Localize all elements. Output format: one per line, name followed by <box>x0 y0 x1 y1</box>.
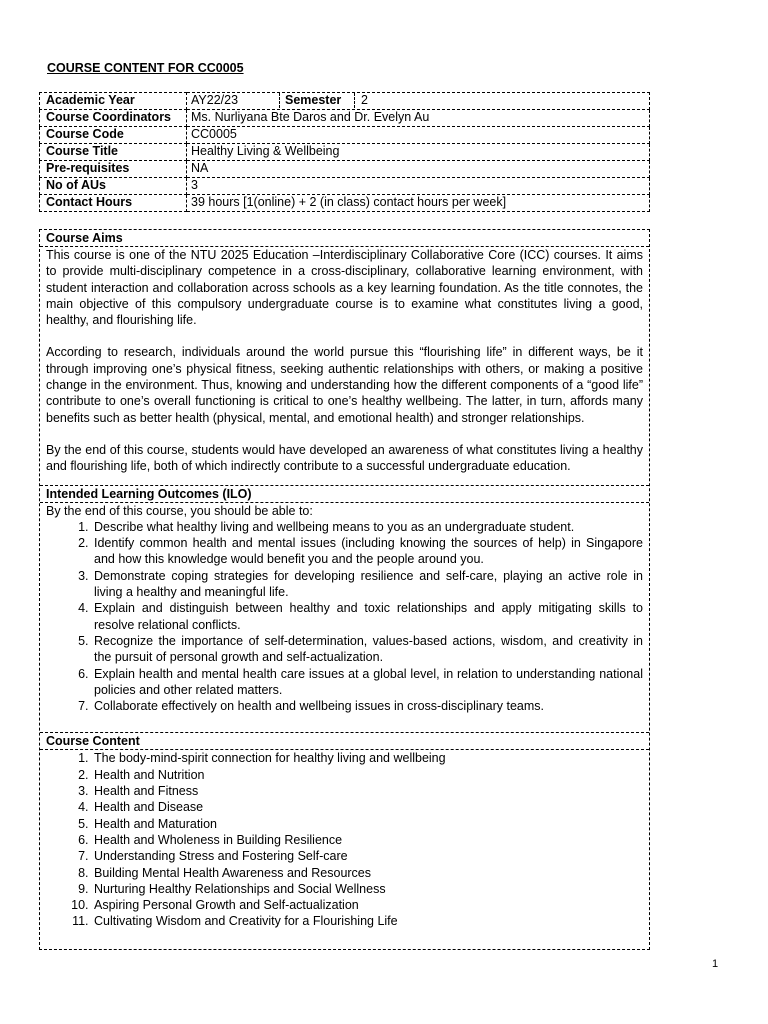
course-content-list <box>40 750 649 929</box>
semester-value: 2 <box>361 93 368 107</box>
course-aims-heading: Course Aims <box>40 230 649 247</box>
table-row <box>40 93 650 110</box>
academic-year-label: Academic Year <box>40 93 187 110</box>
ilo-intro: By the end of this course, you should be able to: <box>46 503 313 518</box>
list-item: 11. Cultivating Wisdom and Creativity for a Flourishing Life <box>92 913 643 929</box>
coordinators-label: Course Coordinators <box>40 110 187 127</box>
course-aims-body <box>40 247 649 485</box>
list-item: 5. Recognize the importance of self-determination, values-based actions, wisdom, and creativity in the pursuit of personal growth and self-actualization. <box>92 633 643 666</box>
academic-year-cell <box>187 93 650 110</box>
course-code-value: CC0005 <box>187 127 650 144</box>
page-number: 1 <box>712 958 719 970</box>
list-item: 4. Health and Disease <box>92 799 643 815</box>
list-item: 3. Demonstrate coping strategies for developing resilience and self-care, playing an active role in living a healthy and meaningful life. <box>92 568 643 601</box>
course-title-label: Course Title <box>40 144 187 161</box>
list-item: 3. Health and Fitness <box>92 783 643 799</box>
page-title: COURSE CONTENT FOR CC0005 <box>47 61 244 75</box>
table-row <box>40 127 650 144</box>
aims-paragraph: This course is one of the NTU 2025 Education –Interdisciplinary Collaborative Core (ICC) courses. It aims to provide multi-disciplinary competence in a cross-disciplinary, collaborative learning environment, with student interaction and collaboration across schools as a key learning foundation. As the title connotes, the main objective of this compulsory undergraduate course is to examine what constitutes living a good, healthy, and flourishing life. <box>46 248 643 328</box>
ilo-heading: Intended Learning Outcomes (ILO) <box>40 485 649 503</box>
course-code-label: Course Code <box>40 127 187 144</box>
contact-hours-label: Contact Hours <box>40 195 187 212</box>
table-row <box>40 110 650 127</box>
table-row <box>40 161 650 178</box>
course-info-table <box>39 92 650 212</box>
aims-paragraph: According to research, individuals around the world pursue this “flourishing life” in different ways, be it through improving one’s physical fitness, seeking authentic relationships with others, or making a positive change in the environment. Thus, knowing and understanding how the different components of a “good life” contribute to one’s overall functioning is critical to one’s healthy wellbeing. The latter, in turn, affords many benefits such as better health (physical, mental, and emotional health) and stronger relationships. <box>46 345 643 425</box>
prereq-value: NA <box>187 161 650 178</box>
course-content-heading: Course Content <box>40 732 649 750</box>
aims-paragraph: By the end of this course, students would have developed an awareness of what constitutes living a healthy and flourishing life, both of which indirectly contribute to a successful undergraduate education. <box>46 442 643 474</box>
table-row <box>40 195 650 212</box>
table-row <box>40 144 650 161</box>
list-item: 7. Understanding Stress and Fostering Self-care <box>92 848 643 864</box>
list-item: 5. Health and Maturation <box>92 816 643 832</box>
semester-label: Semester <box>279 93 355 108</box>
list-item: 2. Identify common health and mental issues (including knowing the sources of help) in Singapore and how this knowledge would benefit you and the people around you. <box>92 535 643 568</box>
aus-label: No of AUs <box>40 178 187 195</box>
contact-hours-value: 39 hours [1(online) + 2 (in class) contact hours per week] <box>187 195 650 212</box>
ilo-body <box>40 503 649 733</box>
list-item: 9. Nurturing Healthy Relationships and Social Wellness <box>92 881 643 897</box>
prereq-label: Pre-requisites <box>40 161 187 178</box>
list-item: 6. Health and Wholeness in Building Resilience <box>92 832 643 848</box>
list-item: 6. Explain health and mental health care issues at a global level, in relation to understanding national policies and other related matters. <box>92 666 643 699</box>
list-item: 1. The body-mind-spirit connection for healthy living and wellbeing <box>92 750 643 766</box>
academic-year-value: AY22/23 <box>191 93 239 107</box>
table-row <box>40 178 650 195</box>
list-item: 7. Collaborate effectively on health and wellbeing issues in cross-disciplinary teams. <box>92 698 643 714</box>
list-item: 10. Aspiring Personal Growth and Self-actualization <box>92 897 643 913</box>
list-item: 4. Explain and distinguish between healthy and toxic relationships and apply mitigating skills to resolve relational conflicts. <box>92 600 643 633</box>
course-title-value: Healthy Living & Wellbeing <box>187 144 650 161</box>
list-item: 1. Describe what healthy living and wellbeing means to you as an undergraduate student. <box>92 519 643 535</box>
coordinators-value: Ms. Nurliyana Bte Daros and Dr. Evelyn Au <box>187 110 650 127</box>
list-item: 8. Building Mental Health Awareness and Resources <box>92 865 643 881</box>
course-content-box <box>39 229 650 950</box>
list-item: 2. Health and Nutrition <box>92 767 643 783</box>
ilo-list <box>40 519 649 715</box>
aus-value: 3 <box>187 178 650 195</box>
